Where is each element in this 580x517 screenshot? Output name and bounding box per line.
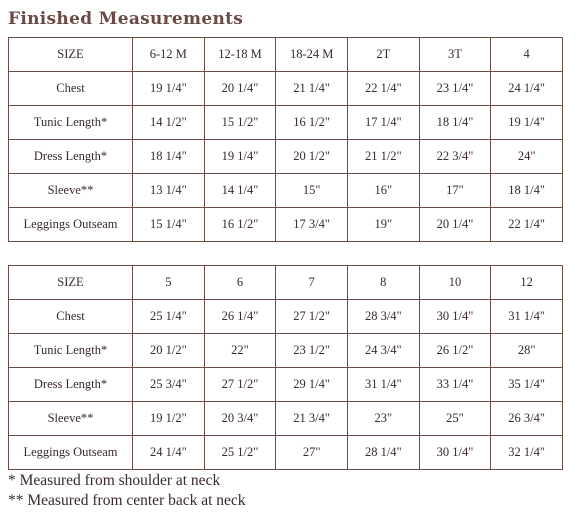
measurement-value-cell: 18 1/4" — [133, 140, 205, 174]
measurement-value-cell: 24 1/4" — [133, 436, 205, 470]
size-header-cell: 10 — [419, 266, 491, 300]
measurement-value-cell: 35 1/4" — [491, 368, 563, 402]
measurement-value-cell: 21 3/4" — [276, 402, 348, 436]
measurement-value-cell: 24 3/4" — [347, 334, 419, 368]
size-header-cell: 4 — [491, 38, 563, 72]
table-row — [9, 72, 563, 106]
measurement-value-cell: 20 3/4" — [204, 402, 276, 436]
measurement-value-cell: 14 1/4" — [204, 174, 276, 208]
measurement-value-cell: 25 1/2" — [204, 436, 276, 470]
measurement-value-cell: 19 1/4" — [491, 106, 563, 140]
measurement-value-cell: 18 1/4" — [419, 106, 491, 140]
measurement-value-cell: 31 1/4" — [347, 368, 419, 402]
size-header-cell: 18-24 M — [276, 38, 348, 72]
measurement-value-cell: 28 1/4" — [347, 436, 419, 470]
measurement-value-cell: 15 1/2" — [204, 106, 276, 140]
measurement-value-cell: 19 1/2" — [133, 402, 205, 436]
measurement-value-cell: 23" — [347, 402, 419, 436]
table-row — [9, 300, 563, 334]
measurement-value-cell: 15 1/4" — [133, 208, 205, 242]
footnote-center-back: ** Measured from center back at neck — [8, 492, 246, 509]
size-header-cell: 7 — [276, 266, 348, 300]
table-row — [9, 208, 563, 242]
measurement-value-cell: 33 1/4" — [419, 368, 491, 402]
size-header-cell: 8 — [347, 266, 419, 300]
measurement-value-cell: 21 1/4" — [276, 72, 348, 106]
measurement-value-cell: 22" — [204, 334, 276, 368]
measurement-value-cell: 19 1/4" — [204, 140, 276, 174]
size-label-cell: SIZE — [9, 266, 133, 300]
table-header-row — [9, 38, 563, 72]
measurement-label-cell: Dress Length* — [9, 140, 133, 174]
measurement-value-cell: 27" — [276, 436, 348, 470]
size-header-cell: 5 — [133, 266, 205, 300]
measurement-value-cell: 17" — [419, 174, 491, 208]
measurement-label-cell: Dress Length* — [9, 368, 133, 402]
measurement-value-cell: 30 1/4" — [419, 436, 491, 470]
measurement-value-cell: 16 1/2" — [276, 106, 348, 140]
measurement-value-cell: 20 1/2" — [276, 140, 348, 174]
measurement-value-cell: 27 1/2" — [204, 368, 276, 402]
footnote-shoulder: * Measured from shoulder at neck — [8, 472, 221, 489]
measurement-label-cell: Leggings Outseam — [9, 208, 133, 242]
measurement-value-cell: 23 1/2" — [276, 334, 348, 368]
table-header-row — [9, 266, 563, 300]
measurement-value-cell: 26 1/2" — [419, 334, 491, 368]
measurement-value-cell: 25 3/4" — [133, 368, 205, 402]
measurement-value-cell: 31 1/4" — [491, 300, 563, 334]
measurement-value-cell: 20 1/4" — [419, 208, 491, 242]
measurement-label-cell: Sleeve** — [9, 174, 133, 208]
size-header-cell: 12 — [491, 266, 563, 300]
measurement-value-cell: 29 1/4" — [276, 368, 348, 402]
measurement-label-cell: Chest — [9, 72, 133, 106]
measurement-value-cell: 26 3/4" — [491, 402, 563, 436]
measurement-value-cell: 13 1/4" — [133, 174, 205, 208]
table-row — [9, 106, 563, 140]
measurement-value-cell: 22 1/4" — [347, 72, 419, 106]
measurement-value-cell: 20 1/4" — [204, 72, 276, 106]
measurement-label-cell: Chest — [9, 300, 133, 334]
size-header-cell: 3T — [419, 38, 491, 72]
measurement-value-cell: 19 1/4" — [133, 72, 205, 106]
measurement-value-cell: 24" — [491, 140, 563, 174]
measurement-label-cell: Leggings Outseam — [9, 436, 133, 470]
measurement-value-cell: 27 1/2" — [276, 300, 348, 334]
measurement-value-cell: 15" — [276, 174, 348, 208]
measurement-value-cell: 28 3/4" — [347, 300, 419, 334]
measurement-value-cell: 30 1/4" — [419, 300, 491, 334]
table-row — [9, 140, 563, 174]
table-row — [9, 402, 563, 436]
measurement-value-cell: 16" — [347, 174, 419, 208]
measurement-label-cell: Tunic Length* — [9, 334, 133, 368]
measurement-value-cell: 25 1/4" — [133, 300, 205, 334]
size-header-cell: 6-12 M — [133, 38, 205, 72]
measurement-value-cell: 18 1/4" — [491, 174, 563, 208]
measurements-table-small-sizes — [8, 37, 563, 242]
measurement-value-cell: 26 1/4" — [204, 300, 276, 334]
measurement-value-cell: 19" — [347, 208, 419, 242]
measurement-value-cell: 32 1/4" — [491, 436, 563, 470]
measurement-label-cell: Sleeve** — [9, 402, 133, 436]
measurement-value-cell: 24 1/4" — [491, 72, 563, 106]
measurement-value-cell: 14 1/2" — [133, 106, 205, 140]
size-label-cell: SIZE — [9, 38, 133, 72]
size-header-cell: 12-18 M — [204, 38, 276, 72]
page-title: Finished Measurements — [8, 9, 244, 29]
measurement-value-cell: 28" — [491, 334, 563, 368]
size-header-cell: 6 — [204, 266, 276, 300]
measurement-value-cell: 21 1/2" — [347, 140, 419, 174]
table-row — [9, 334, 563, 368]
measurement-value-cell: 22 3/4" — [419, 140, 491, 174]
table-row — [9, 368, 563, 402]
size-header-cell: 2T — [347, 38, 419, 72]
measurement-value-cell: 17 1/4" — [347, 106, 419, 140]
measurements-table-large-sizes — [8, 265, 563, 470]
measurement-value-cell: 20 1/2" — [133, 334, 205, 368]
measurement-value-cell: 17 3/4" — [276, 208, 348, 242]
table-row — [9, 436, 563, 470]
measurement-value-cell: 25" — [419, 402, 491, 436]
table-row — [9, 174, 563, 208]
measurement-value-cell: 16 1/2" — [204, 208, 276, 242]
measurement-value-cell: 22 1/4" — [491, 208, 563, 242]
measurement-value-cell: 23 1/4" — [419, 72, 491, 106]
measurement-label-cell: Tunic Length* — [9, 106, 133, 140]
